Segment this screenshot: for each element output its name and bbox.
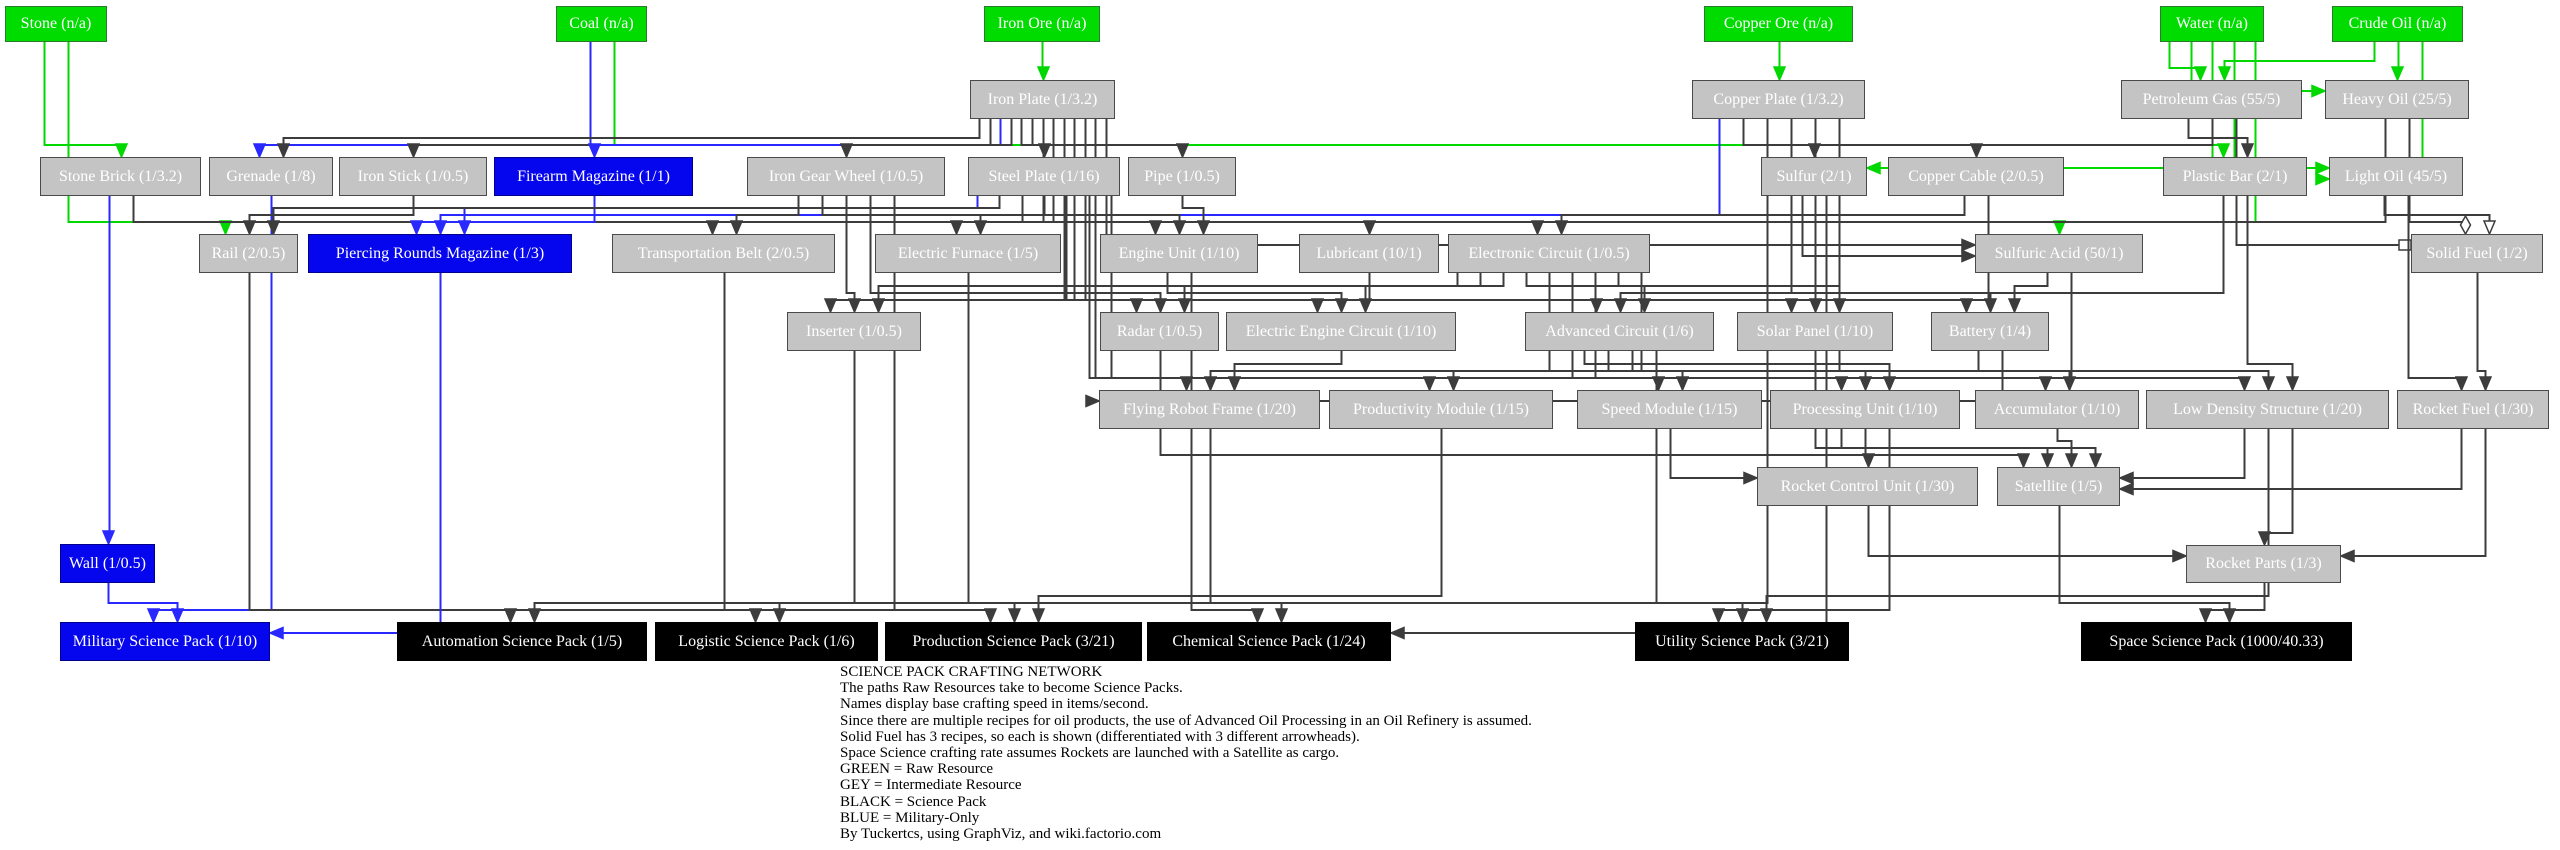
node-space-science-pack: Space Science Pack (1000/40.33): [2081, 622, 2352, 661]
note-line-10: By Tuckertcs, using GraphViz, and wiki.factorio.com: [840, 826, 1162, 843]
node-military-science-pack: Military Science Pack (1/10): [60, 622, 270, 661]
node-copper-cable: Copper Cable (2/0.5): [1888, 157, 2064, 196]
node-electronic-circuit: Electronic Circuit (1/0.5): [1448, 234, 1650, 273]
note-line-7: GEY = Intermediate Resource: [840, 777, 1022, 794]
node-iron-stick: Iron Stick (1/0.5): [339, 157, 487, 196]
node-iron-gear-wheel: Iron Gear Wheel (1/0.5): [747, 157, 945, 196]
node-electric-furnace: Electric Furnace (1/5): [875, 234, 1061, 273]
node-sulfuric-acid: Sulfuric Acid (50/1): [1975, 234, 2143, 273]
node-iron-ore: Iron Ore (n/a): [984, 6, 1100, 42]
node-production-science-pack: Production Science Pack (3/21): [885, 622, 1142, 661]
notes-block: [840, 664, 1532, 842]
node-firearm-magazine: Firearm Magazine (1/1): [494, 157, 693, 196]
node-steel-plate: Steel Plate (1/16): [968, 157, 1120, 196]
node-productivity-module: Productivity Module (1/15): [1329, 390, 1553, 429]
note-line-9: BLUE = Military-Only: [840, 809, 980, 826]
node-water: Water (n/a): [2160, 6, 2264, 42]
note-line-8: BLACK = Science Pack: [840, 793, 987, 810]
node-satellite: Satellite (1/5): [1997, 467, 2120, 506]
node-engine-unit: Engine Unit (1/10): [1100, 234, 1258, 273]
node-rail: Rail (2/0.5): [199, 234, 298, 273]
node-processing-unit: Processing Unit (1/10): [1770, 390, 1960, 429]
node-coal: Coal (n/a): [556, 6, 647, 42]
node-speed-module: Speed Module (1/15): [1577, 390, 1762, 429]
node-inserter: Inserter (1/0.5): [787, 312, 921, 351]
node-low-density-structure: Low Density Structure (1/20): [2146, 390, 2389, 429]
node-lubricant: Lubricant (10/1): [1299, 234, 1439, 273]
node-transportation-belt: Transportation Belt (2/0.5): [612, 234, 835, 273]
node-battery: Battery (1/4): [1931, 312, 2049, 351]
node-utility-science-pack: Utility Science Pack (3/21): [1635, 622, 1849, 661]
node-logistic-science-pack: Logistic Science Pack (1/6): [655, 622, 878, 661]
node-automation-science-pack: Automation Science Pack (1/5): [397, 622, 647, 661]
node-solid-fuel: Solid Fuel (1/2): [2411, 234, 2543, 273]
node-light-oil: Light Oil (45/5): [2329, 157, 2463, 196]
node-iron-plate: Iron Plate (1/3.2): [970, 80, 1115, 119]
node-heavy-oil: Heavy Oil (25/5): [2325, 80, 2469, 119]
node-sulfur: Sulfur (2/1): [1761, 157, 1867, 196]
note-line-0: SCIENCE PACK CRAFTING NETWORK: [840, 664, 1103, 680]
node-rocket-control-unit: Rocket Control Unit (1/30): [1757, 467, 1978, 506]
node-petroleum-gas: Petroleum Gas (55/5): [2121, 80, 2302, 119]
node-grenade: Grenade (1/8): [209, 157, 333, 196]
note-line-1: The paths Raw Resources take to become Science Packs.: [840, 680, 1183, 697]
node-plastic-bar: Plastic Bar (2/1): [2163, 157, 2307, 196]
node-accumulator: Accumulator (1/10): [1975, 390, 2139, 429]
node-radar: Radar (1/0.5): [1100, 312, 1219, 351]
note-line-3: Since there are multiple recipes for oil products, the use of Advanced Oil Processing in an Oil Refinery is assumed.: [840, 712, 1532, 729]
node-rocket-fuel: Rocket Fuel (1/30): [2397, 390, 2549, 429]
node-chemical-science-pack: Chemical Science Pack (1/24): [1147, 622, 1391, 661]
node-piercing-rounds-magazine: Piercing Rounds Magazine (1/3): [308, 234, 572, 273]
node-flying-robot-frame: Flying Robot Frame (1/20): [1099, 390, 1320, 429]
node-stone-brick: Stone Brick (1/3.2): [40, 157, 201, 196]
node-rocket-parts: Rocket Parts (1/3): [2186, 545, 2341, 583]
node-pipe: Pipe (1/0.5): [1128, 157, 1236, 196]
node-copper-plate: Copper Plate (1/3.2): [1692, 80, 1865, 119]
node-solar-panel: Solar Panel (1/10): [1737, 312, 1893, 351]
node-electric-engine-circuit: Electric Engine Circuit (1/10): [1226, 312, 1456, 351]
note-line-6: GREEN = Raw Resource: [840, 761, 994, 778]
node-stone: Stone (n/a): [5, 6, 107, 42]
note-line-4: Solid Fuel has 3 recipes, so each is shown (differentiated with 3 different arrowheads).: [840, 728, 1360, 745]
note-line-2: Names display base crafting speed in items/second.: [840, 696, 1149, 713]
node-crude-oil: Crude Oil (n/a): [2332, 6, 2463, 42]
node-advanced-circuit: Advanced Circuit (1/6): [1525, 312, 1714, 351]
note-line-5: Space Science crafting rate assumes Rockets are launched with a Satellite as cargo.: [840, 745, 1340, 762]
node-wall: Wall (1/0.5): [60, 544, 155, 583]
node-copper-ore: Copper Ore (n/a): [1704, 6, 1853, 42]
